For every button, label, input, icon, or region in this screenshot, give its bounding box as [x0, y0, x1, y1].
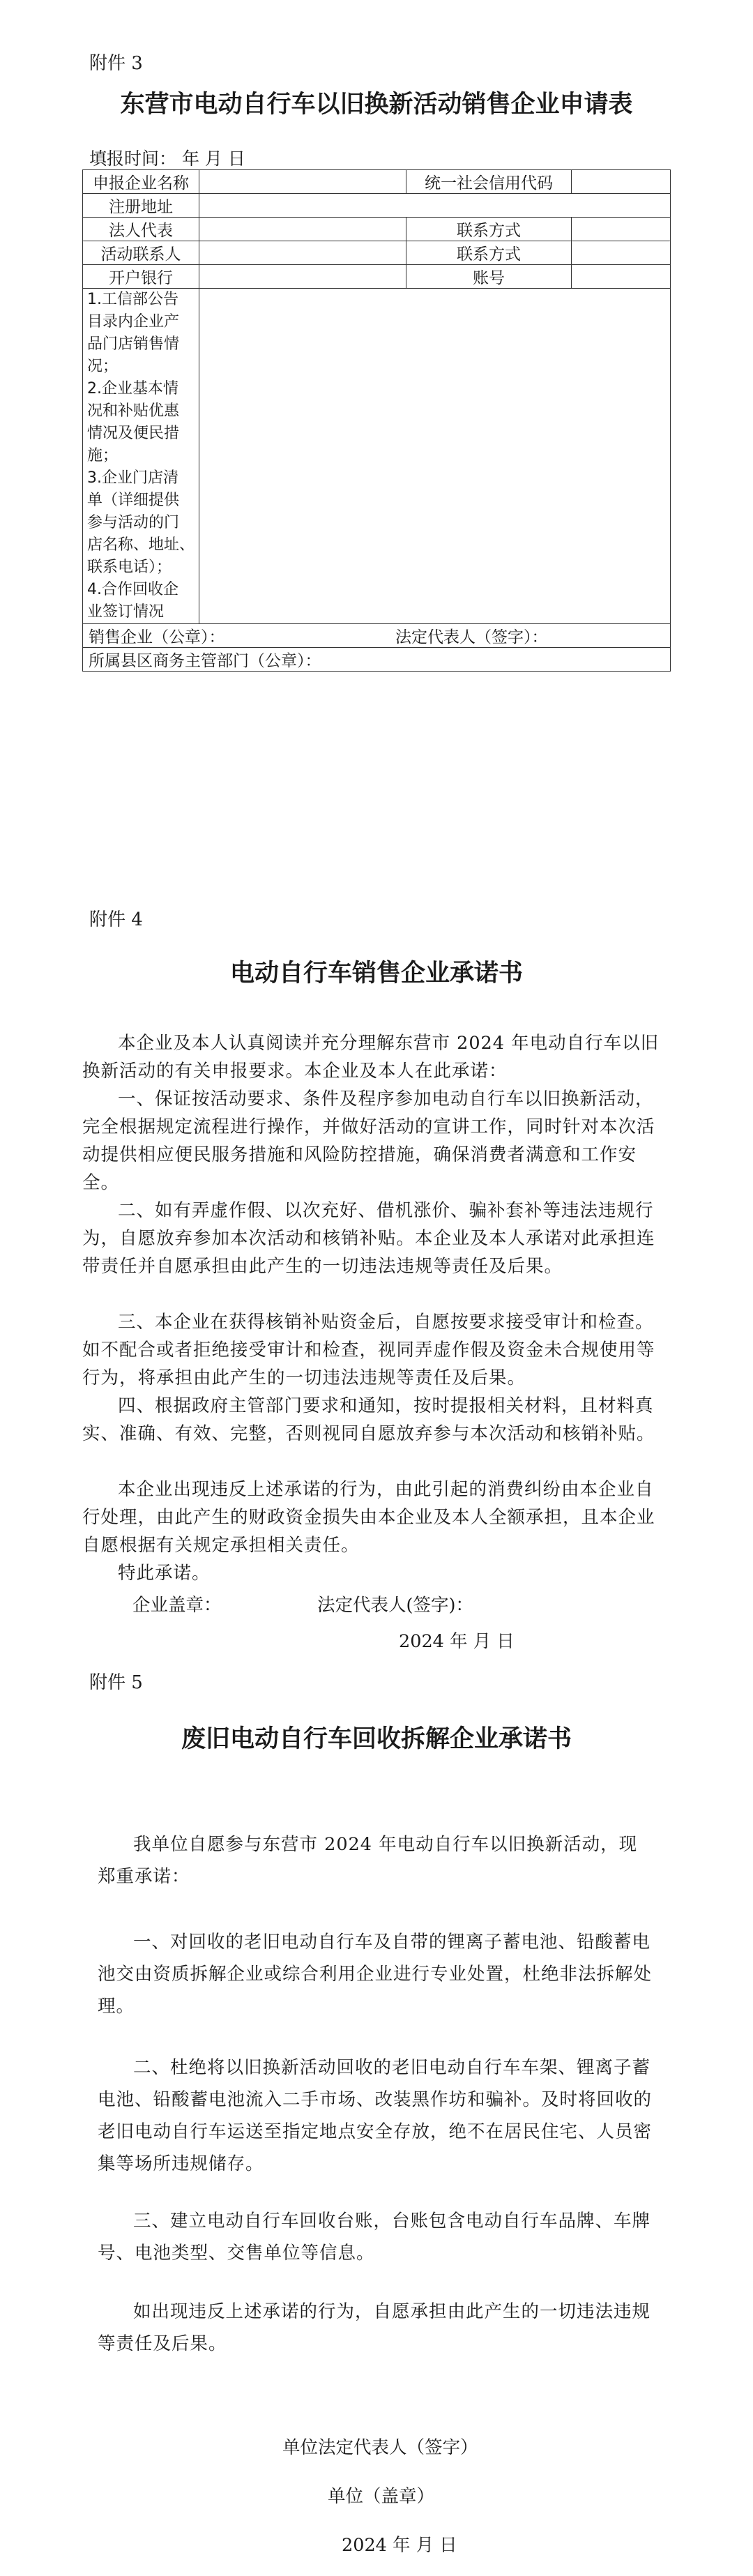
contact-label-2: 联系方式 — [406, 241, 572, 265]
credit-code-label: 统一社会信用代码 — [406, 170, 572, 194]
address-label: 注册地址 — [83, 194, 199, 218]
attachment4-title: 电动自行车销售企业承诺书 — [229, 959, 523, 987]
commitment4-paragraph: 三、本企业在获得核销补贴资金后，自愿按要求接受审计和检查。如不配合或者拒绝接受审计和检查，视同弄虚作假及资金未合规使用等行为，将承担由此产生的一切违法违规等责任及后果。 — [82, 1312, 655, 1388]
commitment4-paragraph: 特此承诺。 — [118, 1563, 211, 1584]
unit-legal-rep-label: 单位法定代表人（签字） — [282, 2437, 478, 2458]
commitment4-paragraph: 一、保证按活动要求、条件及程序参加电动自行车以旧换新活动，完全根据规定流程进行操作，并做好活动的宣讲工作，同时针对本次活动提供相应便民服务措施和风险防控措施，确保消费者满意和工作安全。 — [82, 1089, 655, 1193]
commitment4-date: 2024 年 月 日 — [399, 1631, 515, 1652]
requirement-line: 联系电话）； — [87, 559, 172, 576]
contact-field[interactable] — [572, 218, 671, 241]
table-row — [83, 289, 671, 624]
attachment5-label: 附件 5 — [89, 1672, 143, 1693]
commitment5-paragraph: 三、建立电动自行车回收台账，台账包含电动自行车品牌、车牌号、电池类型、交售单位等信息。 — [98, 2211, 651, 2264]
requirement-line: 况； — [87, 358, 119, 375]
activity-contact-label: 活动联系人 — [83, 241, 199, 265]
legal-rep-field[interactable] — [199, 218, 406, 241]
attachment4-label: 附件 4 — [89, 909, 143, 930]
legal-rep-label: 法人代表 — [83, 218, 199, 241]
bank-field[interactable] — [199, 265, 406, 289]
company-name-field[interactable] — [199, 170, 406, 194]
table-row — [83, 218, 671, 241]
contact-label: 联系方式 — [406, 218, 572, 241]
requirement-line: 施； — [87, 447, 119, 464]
requirement-line: 品门店销售情 — [87, 335, 180, 353]
attachment3-title: 东营市电动自行车以旧换新活动销售企业申请表 — [120, 90, 633, 119]
address-field[interactable] — [199, 194, 671, 218]
requirements-field[interactable] — [199, 289, 671, 624]
account-field[interactable] — [572, 265, 671, 289]
commitment4-paragraph: 本企业及本人认真阅读并充分理解东营市 2024 年电动自行车以旧换新活动的有关申报要求。本企业及本人在此承诺： — [82, 1033, 660, 1082]
application-form-table — [82, 169, 671, 672]
table-row — [83, 648, 671, 672]
requirements-label — [83, 289, 199, 624]
seller-seal-label: 销售企业（公章）： — [89, 628, 225, 646]
requirement-line: 2.企业基本情 — [87, 380, 178, 397]
commitment4-paragraph: 二、如有弄虚作假、以次充好、借机涨价、骗补套补等违法违规行为，自愿放弃参加本次活动和核销补贴。本企业及本人承诺对此承担连带责任并自愿承担由此产生的一切违法违规等责任及后果。 — [82, 1200, 655, 1277]
requirement-line: 参与活动的门 — [87, 514, 180, 531]
company-seal-label: 企业盖章： — [132, 1595, 222, 1616]
table-row — [83, 170, 671, 194]
commitment5-paragraph: 二、杜绝将以旧换新活动回收的老旧电动自行车车架、锂离子蓄电池、铅酸蓄电池流入二手市场、改装黑作坊和骗补。及时将回收的老旧电动自行车运送至指定地点安全存放，绝不在居民住宅、人员密集等场所违规储存。 — [98, 2057, 653, 2174]
activity-contact-field[interactable] — [199, 241, 406, 265]
dept-seal-label: 所属县区商务主管部门（公章）： — [89, 652, 321, 670]
dept-seal-cell — [83, 648, 671, 672]
signature-cell — [83, 624, 671, 648]
requirement-line: 店名称、地址、 — [87, 536, 195, 554]
legal-rep-signature-label: 法定代表人(签字)： — [317, 1595, 473, 1616]
attachment3-label: 附件 3 — [89, 53, 143, 74]
requirement-line: 3.企业门店清 — [87, 469, 178, 487]
requirement-line: 情况及便民措 — [87, 425, 180, 442]
requirement-line: 目录内企业产 — [87, 313, 180, 331]
table-row — [83, 194, 671, 218]
company-name-label: 申报企业名称 — [83, 170, 199, 194]
unit-seal-label: 单位（盖章） — [328, 2486, 435, 2507]
fill-time: 填报时间： 年 月 日 — [89, 149, 245, 169]
attachment5-title: 废旧电动自行车回收拆解企业承诺书 — [181, 1725, 572, 1753]
legal-rep-sign-label: 法定代表人（签字）： — [395, 628, 548, 646]
requirement-line: 4.合作回收企 — [87, 581, 178, 598]
commitment5-paragraph: 如出现违反上述承诺的行为，自愿承担由此产生的一切违法违规等责任及后果。 — [98, 2301, 651, 2354]
requirement-line: 况和补贴优惠 — [87, 402, 180, 420]
table-row — [83, 241, 671, 265]
credit-code-field[interactable] — [572, 170, 671, 194]
commitment5-paragraph: 我单位自愿参与东营市 2024 年电动自行车以旧换新活动，现郑重承诺： — [98, 1834, 638, 1887]
commitment5-paragraph: 一、对回收的老旧电动自行车及自带的锂离子蓄电池、铅酸蓄电池交由资质拆解企业或综合利用企业进行专业处置，杜绝非法拆解处理。 — [98, 1932, 653, 2017]
table-row — [83, 624, 671, 648]
contact-field-2[interactable] — [572, 241, 671, 265]
account-label: 账号 — [406, 265, 572, 289]
commitment5-date: 2024 年 月 日 — [342, 2535, 457, 2556]
requirement-line: 1.工信部公告 — [87, 291, 178, 308]
commitment4-paragraph: 四、根据政府主管部门要求和通知，按时提报相关材料，且材料真实、准确、有效、完整，否则视同自愿放弃参与本次活动和核销补贴。 — [82, 1395, 655, 1444]
bank-label: 开户银行 — [83, 265, 199, 289]
requirement-line: 单（详细提供 — [87, 492, 180, 509]
requirement-line: 业签订情况 — [87, 603, 165, 621]
table-row — [83, 265, 671, 289]
commitment4-paragraph: 本企业出现违反上述承诺的行为，由此引起的消费纠纷由本企业自行处理，由此产生的财政资金损失由本企业及本人全额承担，且本企业自愿根据有关规定承担相关责任。 — [82, 1479, 655, 1556]
